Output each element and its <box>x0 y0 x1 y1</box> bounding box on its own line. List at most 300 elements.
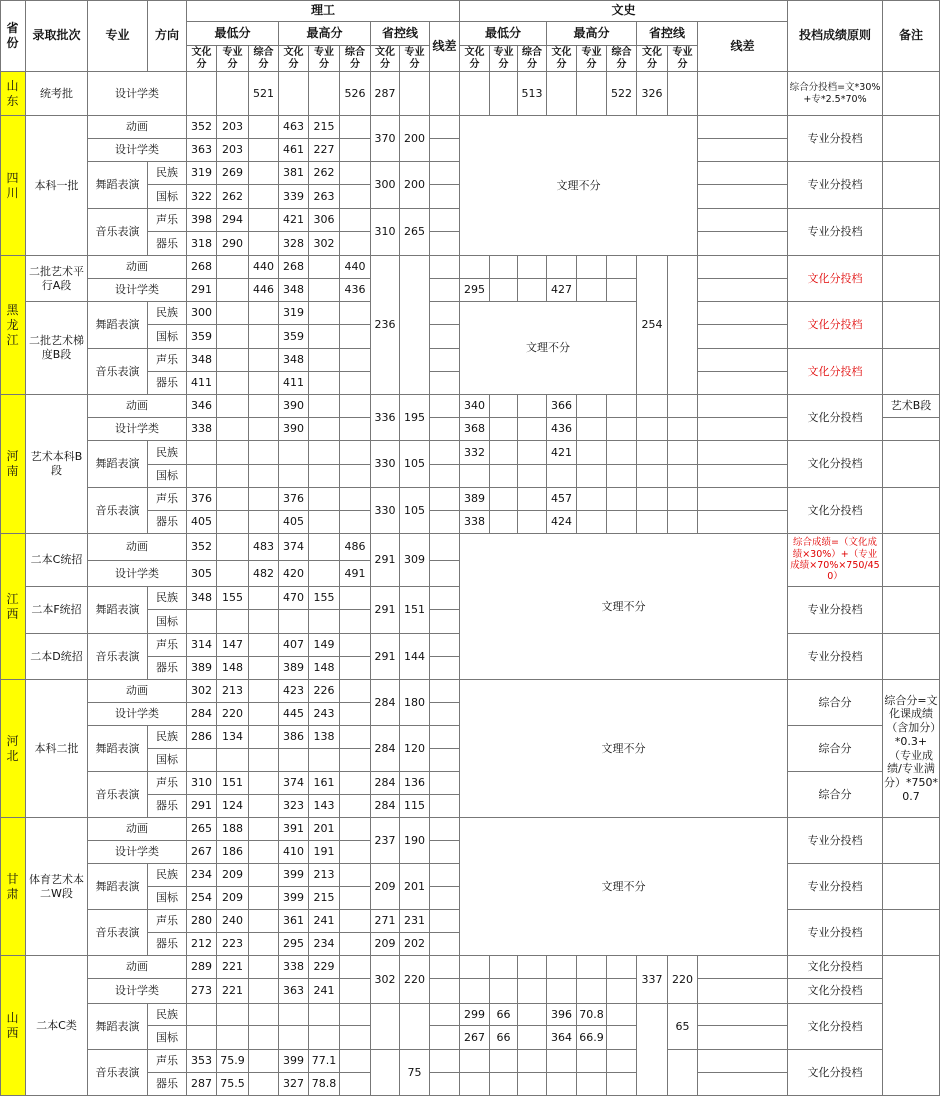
score-cell: 491 <box>340 561 371 587</box>
empty-cell <box>249 587 279 610</box>
score-cell: 436 <box>340 279 371 302</box>
empty-cell <box>490 1050 518 1073</box>
empty-cell <box>217 534 249 561</box>
empty-cell <box>577 956 607 979</box>
empty-cell <box>249 349 279 372</box>
score-cell: 215 <box>309 887 340 910</box>
empty-cell <box>309 610 340 634</box>
empty-cell <box>577 418 607 441</box>
empty-cell <box>217 441 249 465</box>
score-cell: 291 <box>187 795 217 818</box>
empty-cell <box>400 1004 430 1050</box>
empty-cell <box>430 185 460 209</box>
principle-cell: 专业分投档 <box>788 587 883 634</box>
empty-cell <box>577 1050 607 1073</box>
score-cell: 327 <box>279 1073 309 1096</box>
empty-cell <box>309 534 340 561</box>
empty-cell <box>430 979 460 1004</box>
score-cell: 212 <box>187 933 217 956</box>
score-cell: 291 <box>187 279 217 302</box>
score-cell: 265 <box>187 818 217 841</box>
empty-cell <box>340 634 371 657</box>
empty-cell <box>637 1004 668 1096</box>
empty-cell <box>217 279 249 302</box>
province-heilongjiang: 黑龙江 <box>0 256 26 395</box>
score-cell: 254 <box>637 256 668 395</box>
header-ws-diff: 线差 <box>698 22 788 72</box>
empty-cell <box>607 256 637 279</box>
empty-cell <box>607 441 637 465</box>
empty-cell <box>340 610 371 634</box>
major-cell: 设计学类 <box>88 703 187 726</box>
empty-cell <box>340 441 371 465</box>
province-henan: 河南 <box>0 395 26 534</box>
empty-cell <box>279 465 309 488</box>
empty-cell <box>518 1004 547 1026</box>
header-batch: 录取批次 <box>26 0 88 72</box>
empty-cell <box>668 256 698 395</box>
empty-cell <box>607 418 637 441</box>
score-cell: 268 <box>187 256 217 279</box>
score-cell: 445 <box>279 703 309 726</box>
score-cell: 386 <box>279 726 309 749</box>
direction-cell: 国标 <box>148 185 187 209</box>
empty-cell <box>340 349 371 372</box>
empty-cell <box>309 1026 340 1050</box>
empty-cell <box>637 395 668 418</box>
remark-cell <box>883 209 940 256</box>
empty-cell <box>279 441 309 465</box>
score-cell: 77.1 <box>309 1050 340 1073</box>
empty-cell <box>490 1073 518 1096</box>
header-ws-max: 最高分 <box>547 22 637 46</box>
score-cell: 405 <box>187 511 217 534</box>
empty-cell <box>577 279 607 302</box>
empty-cell <box>249 162 279 185</box>
major-cell: 舞蹈表演 <box>88 1004 148 1050</box>
score-cell: 221 <box>217 956 249 979</box>
empty-cell <box>698 979 788 1004</box>
empty-cell <box>309 441 340 465</box>
direction-cell: 声乐 <box>148 772 187 795</box>
score-cell: 302 <box>187 680 217 703</box>
score-cell: 421 <box>279 209 309 232</box>
empty-cell <box>430 1050 460 1073</box>
empty-cell <box>607 395 637 418</box>
empty-cell <box>577 256 607 279</box>
empty-cell <box>430 256 460 279</box>
score-cell: 149 <box>309 634 340 657</box>
principle-cell: 文化分投档 <box>788 441 883 488</box>
remark-cell <box>883 256 940 302</box>
empty-cell <box>249 441 279 465</box>
empty-cell <box>340 465 371 488</box>
empty-cell <box>340 325 371 349</box>
province-gansu: 甘肃 <box>0 818 26 956</box>
score-cell: 115 <box>400 795 430 818</box>
empty-cell <box>340 372 371 395</box>
empty-cell <box>430 1026 460 1050</box>
score-cell: 463 <box>279 116 309 139</box>
major-cell: 动画 <box>88 256 187 279</box>
empty-cell <box>279 1004 309 1026</box>
score-cell: 209 <box>217 864 249 887</box>
score-cell: 359 <box>279 325 309 349</box>
score-cell: 191 <box>309 841 340 864</box>
empty-cell <box>430 488 460 511</box>
empty-cell <box>249 395 279 418</box>
score-cell: 314 <box>187 634 217 657</box>
major-cell: 音乐表演 <box>88 910 148 956</box>
empty-cell <box>698 372 788 395</box>
empty-cell <box>698 349 788 372</box>
score-cell: 424 <box>547 511 577 534</box>
no-split-cell: 文理不分 <box>460 818 788 956</box>
empty-cell <box>187 1026 217 1050</box>
principle-cell: 文化分投档 <box>788 1050 883 1096</box>
principle-cell: 文化分投档 <box>788 395 883 441</box>
score-cell: 66 <box>490 1004 518 1026</box>
empty-cell <box>698 1073 788 1096</box>
score-cell: 155 <box>217 587 249 610</box>
subheader-wen_hua: 文化分 <box>547 46 577 72</box>
score-cell: 302 <box>309 232 340 256</box>
score-cell: 203 <box>217 139 249 162</box>
empty-cell <box>430 933 460 956</box>
major-cell: 动画 <box>88 680 187 703</box>
remark-cell <box>883 302 940 349</box>
score-cell: 236 <box>371 256 400 395</box>
score-cell: 75.9 <box>217 1050 249 1073</box>
score-cell: 203 <box>217 116 249 139</box>
empty-cell <box>430 726 460 749</box>
empty-cell <box>430 956 460 979</box>
empty-cell <box>577 1073 607 1096</box>
score-cell: 359 <box>187 325 217 349</box>
major-cell: 舞蹈表演 <box>88 587 148 634</box>
score-cell: 389 <box>187 657 217 680</box>
empty-cell <box>698 465 788 488</box>
empty-cell <box>249 841 279 864</box>
score-cell: 151 <box>400 587 430 634</box>
empty-cell <box>340 162 371 185</box>
score-cell: 287 <box>371 72 400 116</box>
empty-cell <box>430 587 460 610</box>
score-cell: 323 <box>279 795 309 818</box>
empty-cell <box>698 256 788 279</box>
remark-cell <box>883 488 940 534</box>
score-cell: 66.9 <box>577 1026 607 1050</box>
empty-cell <box>217 372 249 395</box>
score-cell: 330 <box>371 441 400 488</box>
empty-cell <box>430 372 460 395</box>
score-cell: 407 <box>279 634 309 657</box>
empty-cell <box>340 1073 371 1096</box>
empty-cell <box>430 139 460 162</box>
score-cell: 105 <box>400 488 430 534</box>
score-cell: 105 <box>400 441 430 488</box>
score-cell: 374 <box>279 534 309 561</box>
score-cell: 223 <box>217 933 249 956</box>
empty-cell <box>309 1004 340 1026</box>
empty-cell <box>460 1050 490 1073</box>
batch-cell: 二本C统招 <box>26 534 88 587</box>
score-cell: 209 <box>217 887 249 910</box>
empty-cell <box>430 841 460 864</box>
principle-cell: 文化分投档 <box>788 956 883 979</box>
remark-cell <box>883 634 940 680</box>
score-cell: 348 <box>187 349 217 372</box>
empty-cell <box>460 256 490 279</box>
empty-cell <box>547 956 577 979</box>
empty-cell <box>249 772 279 795</box>
direction-cell: 国标 <box>148 610 187 634</box>
empty-cell <box>490 511 518 534</box>
empty-cell <box>340 1050 371 1073</box>
score-cell: 305 <box>187 561 217 587</box>
major-cell: 设计学类 <box>88 841 187 864</box>
score-cell: 318 <box>187 232 217 256</box>
empty-cell <box>607 511 637 534</box>
header-science: 理工 <box>187 0 460 22</box>
empty-cell <box>460 979 490 1004</box>
empty-cell <box>518 511 547 534</box>
score-cell: 200 <box>400 162 430 209</box>
batch-cell: 艺术本科B段 <box>26 395 88 534</box>
score-cell: 229 <box>309 956 340 979</box>
score-cell: 66 <box>490 1026 518 1050</box>
province-hebei: 河北 <box>0 680 26 818</box>
header-direction: 方向 <box>148 0 187 72</box>
header-ws-min: 最低分 <box>460 22 547 46</box>
score-cell: 346 <box>187 395 217 418</box>
empty-cell <box>698 185 788 209</box>
score-cell: 263 <box>309 185 340 209</box>
empty-cell <box>430 772 460 795</box>
principle-cell: 文化分投档 <box>788 1004 883 1050</box>
empty-cell <box>217 256 249 279</box>
score-cell: 363 <box>187 139 217 162</box>
score-cell: 188 <box>217 818 249 841</box>
empty-cell <box>309 349 340 372</box>
score-cell: 267 <box>460 1026 490 1050</box>
empty-cell <box>340 587 371 610</box>
subheader-wen_hua: 文化分 <box>637 46 668 72</box>
score-cell: 209 <box>371 933 400 956</box>
batch-cell: 二批艺术梯度B段 <box>26 302 88 395</box>
batch-cell: 二本C类 <box>26 956 88 1096</box>
empty-cell <box>340 818 371 841</box>
empty-cell <box>698 1050 788 1073</box>
empty-cell <box>668 418 698 441</box>
empty-cell <box>430 749 460 772</box>
direction-cell: 声乐 <box>148 634 187 657</box>
empty-cell <box>340 418 371 441</box>
score-cell: 271 <box>371 910 400 933</box>
score-cell: 364 <box>547 1026 577 1050</box>
score-cell: 461 <box>279 139 309 162</box>
score-cell: 521 <box>249 72 279 116</box>
score-cell: 328 <box>279 232 309 256</box>
empty-cell <box>518 418 547 441</box>
empty-cell <box>309 511 340 534</box>
score-cell: 399 <box>279 864 309 887</box>
score-cell: 389 <box>279 657 309 680</box>
score-cell: 190 <box>400 818 430 864</box>
empty-cell <box>249 887 279 910</box>
empty-cell <box>340 910 371 933</box>
empty-cell <box>430 72 460 116</box>
empty-cell <box>217 418 249 441</box>
score-cell: 381 <box>279 162 309 185</box>
empty-cell <box>577 979 607 1004</box>
empty-cell <box>430 561 460 587</box>
header-lg-max: 最高分 <box>279 22 371 46</box>
score-cell: 202 <box>400 933 430 956</box>
score-cell: 148 <box>309 657 340 680</box>
empty-cell <box>430 818 460 841</box>
score-cell: 522 <box>607 72 637 116</box>
empty-cell <box>217 561 249 587</box>
major-cell: 设计学类 <box>88 979 187 1004</box>
empty-cell <box>460 1073 490 1096</box>
score-cell: 322 <box>187 185 217 209</box>
empty-cell <box>249 818 279 841</box>
empty-cell <box>430 657 460 680</box>
principle-cell: 专业分投档 <box>788 864 883 910</box>
empty-cell <box>340 395 371 418</box>
batch-cell: 二本F统招 <box>26 587 88 634</box>
subheader-zong_he: 综合分 <box>607 46 637 72</box>
empty-cell <box>698 441 788 465</box>
score-cell: 291 <box>371 587 400 634</box>
score-cell: 396 <box>547 1004 577 1026</box>
principle-cell: 综合分 <box>788 680 883 726</box>
direction-cell: 器乐 <box>148 1073 187 1096</box>
score-cell: 423 <box>279 680 309 703</box>
score-cell: 243 <box>309 703 340 726</box>
direction-cell: 国标 <box>148 749 187 772</box>
principle-cell: 文化分投档 <box>788 979 883 1004</box>
score-cell: 440 <box>340 256 371 279</box>
empty-cell <box>187 1004 217 1026</box>
empty-cell <box>518 1073 547 1096</box>
score-cell: 299 <box>460 1004 490 1026</box>
major-cell: 动画 <box>88 956 187 979</box>
score-cell: 213 <box>309 864 340 887</box>
empty-cell <box>430 465 460 488</box>
score-cell: 352 <box>187 116 217 139</box>
empty-cell <box>217 325 249 349</box>
empty-cell <box>607 488 637 511</box>
batch-cell: 统考批 <box>26 72 88 116</box>
major-cell: 舞蹈表演 <box>88 441 148 488</box>
empty-cell <box>340 795 371 818</box>
empty-cell <box>249 302 279 325</box>
no-split-cell: 文理不分 <box>460 116 698 256</box>
empty-cell <box>340 726 371 749</box>
score-cell: 221 <box>217 979 249 1004</box>
score-cell: 75 <box>400 1050 430 1096</box>
empty-cell <box>217 465 249 488</box>
empty-cell <box>430 703 460 726</box>
subheader-wen_hua: 文化分 <box>187 46 217 72</box>
score-cell: 240 <box>217 910 249 933</box>
empty-cell <box>309 279 340 302</box>
empty-cell <box>547 72 577 116</box>
direction-cell: 民族 <box>148 441 187 465</box>
empty-cell <box>430 418 460 441</box>
empty-cell <box>309 488 340 511</box>
score-cell: 289 <box>187 956 217 979</box>
empty-cell <box>217 511 249 534</box>
direction-cell: 器乐 <box>148 657 187 680</box>
header-lg-diff: 线差 <box>430 22 460 72</box>
score-cell: 361 <box>279 910 309 933</box>
empty-cell <box>577 72 607 116</box>
direction-cell: 器乐 <box>148 372 187 395</box>
empty-cell <box>249 325 279 349</box>
empty-cell <box>607 979 637 1004</box>
empty-cell <box>698 1004 788 1026</box>
empty-cell <box>698 139 788 162</box>
principle-cell: 文化分投档 <box>788 302 883 349</box>
empty-cell <box>340 703 371 726</box>
empty-cell <box>430 116 460 139</box>
score-cell: 267 <box>187 841 217 864</box>
empty-cell <box>430 395 460 418</box>
score-cell: 269 <box>217 162 249 185</box>
score-cell: 336 <box>371 395 400 441</box>
score-cell: 319 <box>187 162 217 185</box>
score-cell: 326 <box>637 72 668 116</box>
score-cell: 209 <box>371 864 400 910</box>
empty-cell <box>430 232 460 256</box>
principle-cell: 专业分投档 <box>788 209 883 256</box>
batch-cell: 体育艺术本二W段 <box>26 818 88 956</box>
empty-cell <box>249 116 279 139</box>
empty-cell <box>698 1026 788 1050</box>
empty-cell <box>340 749 371 772</box>
major-cell: 音乐表演 <box>88 349 148 395</box>
score-cell: 291 <box>371 634 400 680</box>
score-cell: 124 <box>217 795 249 818</box>
remark-cell <box>883 587 940 634</box>
score-cell: 134 <box>217 726 249 749</box>
direction-cell: 国标 <box>148 325 187 349</box>
major-cell: 舞蹈表演 <box>88 302 148 349</box>
score-cell: 237 <box>371 818 400 864</box>
empty-cell <box>249 1004 279 1026</box>
score-cell: 195 <box>400 395 430 441</box>
score-cell: 226 <box>309 680 340 703</box>
principle-cell: 综合分 <box>788 726 883 772</box>
remark-cell <box>883 864 940 910</box>
empty-cell <box>309 395 340 418</box>
empty-cell <box>249 979 279 1004</box>
province-shanxi: 山西 <box>0 956 26 1096</box>
score-cell: 353 <box>187 1050 217 1073</box>
empty-cell <box>490 956 518 979</box>
major-cell: 音乐表演 <box>88 772 148 818</box>
score-cell: 284 <box>371 726 400 772</box>
subheader-zhuan_ye: 专业分 <box>400 46 430 72</box>
score-cell: 295 <box>460 279 490 302</box>
empty-cell <box>698 279 788 302</box>
score-cell: 366 <box>547 395 577 418</box>
score-cell: 201 <box>400 864 430 910</box>
no-split-cell: 文理不分 <box>460 302 637 395</box>
